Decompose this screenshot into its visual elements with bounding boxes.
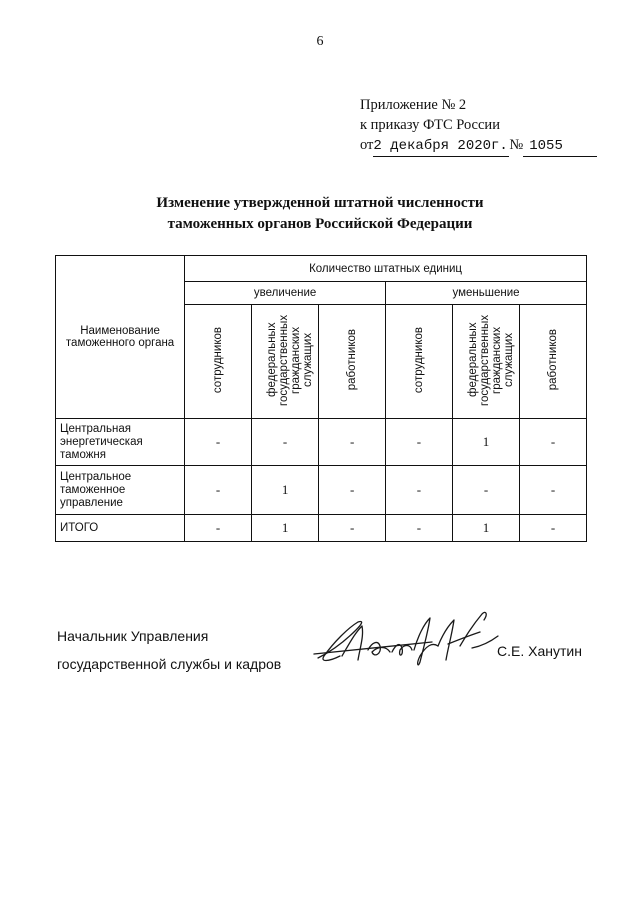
table-cell: - xyxy=(319,419,386,466)
annex-line-1: Приложение № 2 xyxy=(360,97,467,113)
table-cell: 1 xyxy=(452,515,519,542)
table-cell: - xyxy=(386,466,453,515)
table-cell: - xyxy=(386,515,453,542)
total-row xyxy=(56,515,587,542)
signatory-name: С.Е. Ханутин xyxy=(497,643,582,659)
annex-line-3 xyxy=(360,135,597,157)
table-cell: - xyxy=(386,419,453,466)
annex-line-2: к приказу ФТС России xyxy=(360,117,500,133)
order-number: 1055 xyxy=(523,136,597,157)
table-cell: 1 xyxy=(251,466,318,515)
annex-number-prefix: № xyxy=(509,137,524,153)
name-column-header: Наименование таможенного органа xyxy=(56,256,185,419)
column-header: сотрудников xyxy=(386,305,453,419)
row-name: Центральная энергетическая таможня xyxy=(56,419,185,466)
table-cell: - xyxy=(319,466,386,515)
column-header: сотрудников xyxy=(185,305,252,419)
table-cell: 1 xyxy=(251,515,318,542)
table-row xyxy=(56,466,587,515)
document-title xyxy=(0,193,640,235)
signatory-position xyxy=(57,622,281,678)
position-line-2: государственной службы и кадров xyxy=(57,656,282,672)
title-line-2: таможенных органов Российской Федерации xyxy=(167,216,473,232)
table-cell: - xyxy=(185,419,252,466)
table-cell: - xyxy=(520,515,587,542)
page-number: 6 xyxy=(316,34,324,49)
table-cell: 1 xyxy=(452,419,519,466)
staff-changes-table xyxy=(55,255,587,542)
staff-units-header: Количество штатных единиц xyxy=(185,256,587,282)
row-name: Центральное таможенное управление xyxy=(56,466,185,515)
column-header: федеральных государственных гражданских служащих xyxy=(251,305,318,419)
table-cell: - xyxy=(452,466,519,515)
annex-block xyxy=(360,95,597,157)
increase-header: увеличение xyxy=(185,282,386,305)
decrease-header: уменьшение xyxy=(386,282,587,305)
column-header: работников xyxy=(319,305,386,419)
table-cell: - xyxy=(251,419,318,466)
annex-from-prefix: от xyxy=(360,137,374,153)
table-cell: - xyxy=(185,466,252,515)
handwritten-signature xyxy=(312,606,502,681)
table-row xyxy=(56,419,587,466)
table-cell: - xyxy=(520,466,587,515)
column-header: федеральных государственных гражданских служащих xyxy=(452,305,519,419)
order-date: 2 декабря 2020г. xyxy=(373,136,509,157)
position-line-1: Начальник Управления xyxy=(57,628,209,644)
table-cell: - xyxy=(319,515,386,542)
title-line-1: Изменение утвержденной штатной численности xyxy=(156,195,484,211)
column-header: работников xyxy=(520,305,587,419)
table-cell: - xyxy=(520,419,587,466)
table-cell: - xyxy=(185,515,252,542)
row-name: ИТОГО xyxy=(56,515,185,542)
